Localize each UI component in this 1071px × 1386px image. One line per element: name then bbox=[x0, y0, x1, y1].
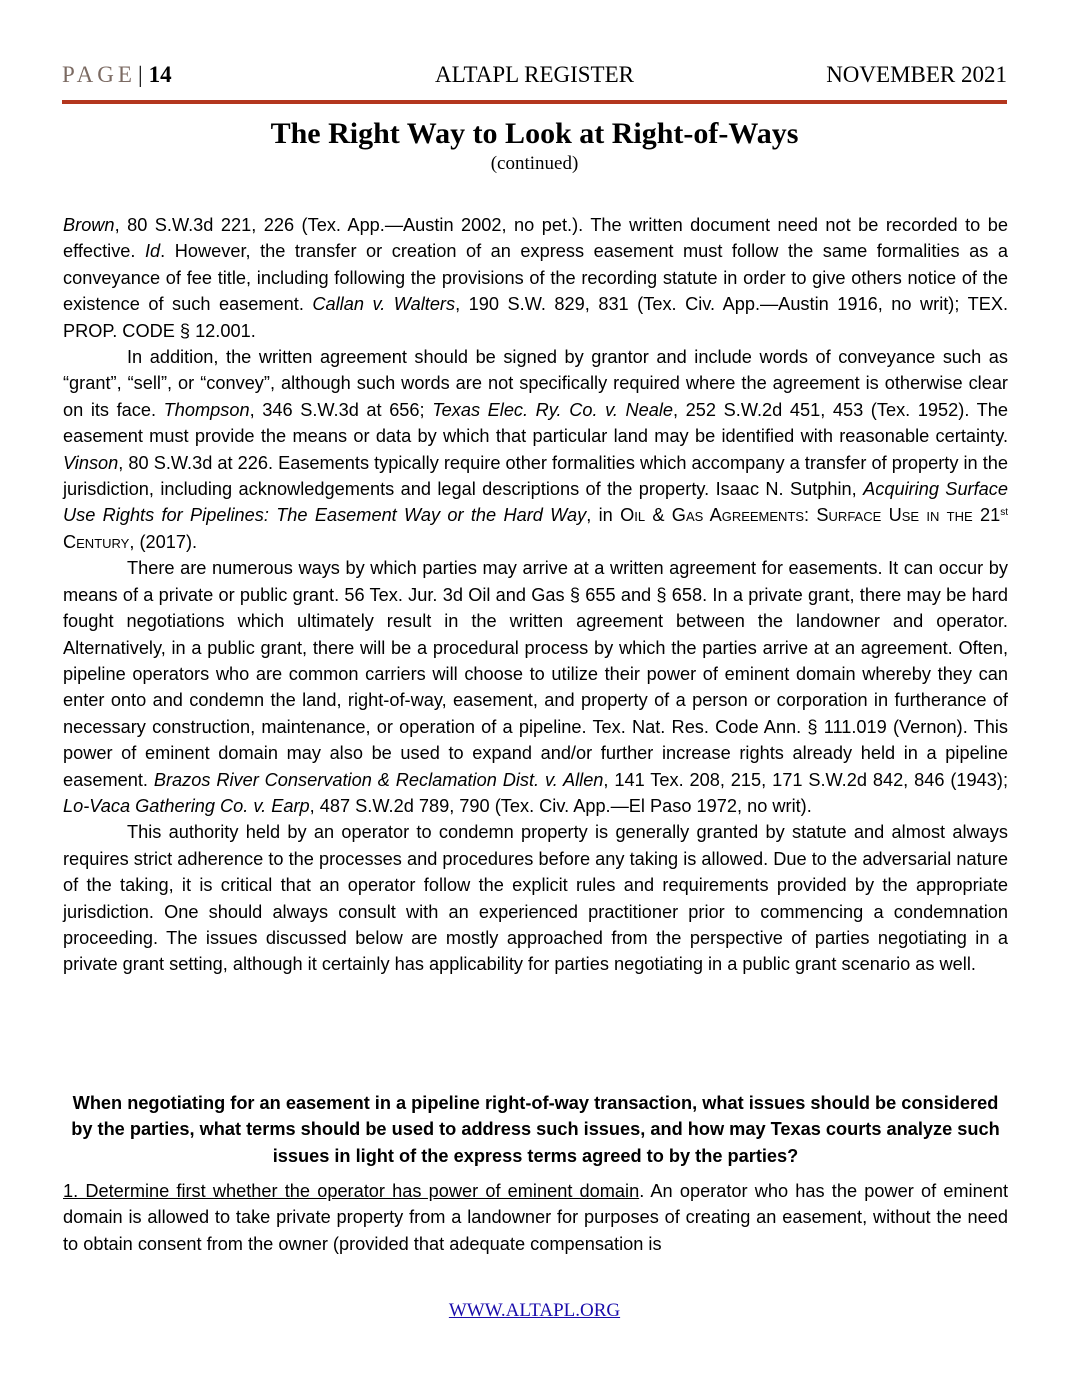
case-citation: Callan v. Walters bbox=[312, 294, 456, 315]
book-title-end: Century bbox=[63, 531, 130, 552]
article-body bbox=[63, 212, 1008, 978]
paragraph-1 bbox=[63, 212, 1008, 344]
paragraph-text: . However, the transfer or creation of an express easement must follow the same formalities as a conveyance of fee title, including following the provisions of the recording statute in order to give others notice of the existence of such easement. bbox=[63, 241, 1008, 315]
paragraph-4 bbox=[63, 819, 1008, 977]
paragraph-text: , 487 S.W.2d 789, 790 (Tex. Civ. App.—El Paso 1972, no writ). bbox=[309, 795, 812, 816]
page-footer bbox=[62, 1300, 1007, 1322]
paragraph-3 bbox=[63, 555, 1008, 819]
paragraph-text: , 80 S.W.3d 221, 226 (Tex. App.—Austin 2002, no pet.). The written document need not be recorded to be effective. bbox=[63, 215, 1008, 262]
page-separator: | bbox=[137, 62, 143, 87]
paragraph-text: , 190 S.W. 829, 831 (Tex. Civ. App.—Austin 1916, no writ); TEX. PROP. CODE § 12.001. bbox=[63, 294, 1009, 341]
paragraph-text: , in bbox=[586, 505, 621, 526]
case-citation: Brazos River Conservation & Reclamation Dist. v. Allen bbox=[153, 769, 604, 790]
paragraph-text: , (2017). bbox=[129, 531, 198, 552]
paragraph-text: , 80 S.W.3d at 226. Easements typically require other formalities which accompany a transfer of property in the jurisdiction, including acknowledgements and legal descriptions of the property. Isaac N. Sutphin, bbox=[63, 452, 1008, 500]
ordinal-suffix: st bbox=[1000, 507, 1008, 519]
website-link[interactable]: WWW.ALTAPL.ORG bbox=[448, 1300, 621, 1321]
page-header bbox=[62, 62, 1007, 96]
publication-name: ALTAPL REGISTER bbox=[435, 62, 634, 87]
case-citation: Brown bbox=[63, 215, 115, 235]
point-text: . An operator who has the power of eminent domain is allowed to take private property from a landowner for purposes of creating an easement, without the need to obtain consent from the owner (provided that adequate compensation is bbox=[63, 1181, 1008, 1254]
paragraph-text: In addition, the written agreement should be signed by grantor and include words of conveyance such as “grant”, “sell”, or “convey”, although such words are not specifically required where the agreement is otherwise clear on its face. bbox=[63, 347, 1008, 420]
paragraph-text: , 346 S.W.3d at 656; bbox=[249, 399, 433, 420]
paragraph-text: This authority held by an operator to condemn property is generally granted by statute and almost always requires strict adherence to the processes and procedures before any taking is allowed. Due to the adversarial nature of the taking, it is critical that an operator follow the explicit rules and requirements provided by the appropriate jurisdiction. One should always consult with an experienced practitioner prior to commencing a condemnation proceeding. The issues discussed below are mostly approached from the perspective of parties negotiating in a private grant setting, although it certainly has applicability for parties negotiating in a public grant scenario as well. bbox=[63, 822, 1008, 975]
book-title: Oil & Gas Agreements: Surface Use in the 21 bbox=[620, 505, 1001, 526]
issue-date: NOVEMBER 2021 bbox=[826, 62, 1007, 87]
case-citation: Texas Elec. Ry. Co. v. Neale bbox=[432, 399, 674, 420]
paragraph-text: , 252 S.W.2d 451, 453 (Tex. 1952). The easement must provide the means or data by which that particular land may be identified with reasonable certainty. bbox=[63, 399, 1008, 447]
article-title: The Right Way to Look at Right-of-Ways bbox=[270, 117, 799, 150]
paragraph-2 bbox=[63, 344, 1008, 555]
point-heading: 1. Determine first whether the operator has power of eminent domain bbox=[63, 1181, 640, 1201]
case-citation: Lo-Vaca Gathering Co. v. Earp bbox=[63, 795, 310, 816]
id-citation: Id bbox=[144, 241, 161, 262]
point-1 bbox=[63, 1178, 1008, 1257]
header-rule bbox=[62, 100, 1007, 104]
work-title: Acquiring Surface Use Rights for Pipelines: The Easement Way or the Hard Way bbox=[63, 479, 1008, 526]
case-citation: Vinson bbox=[63, 452, 119, 473]
paragraph-text: , 141 Tex. 208, 215, 171 S.W.2d 842, 846 (1943); bbox=[603, 769, 1008, 790]
section-question: When negotiating for an easement in a pipeline right-of-way transaction, what issues should be considered by the parties, what terms should be used to address such issues, and how may Texas courts analyze such issues in light of the express terms agreed to by the parties? bbox=[71, 1093, 1000, 1166]
page-label: PAGE bbox=[62, 62, 136, 87]
article-subtitle: (continued) bbox=[490, 153, 579, 174]
paragraph-text: There are numerous ways by which parties may arrive at a written agreement for easements. It can occur by means of a private or public grant. 56 Tex. Jur. 3d Oil and Gas § 655 and § 658. In a private grant, there may be hard fought negotiations which ultimately result in the written agreement between the landowner and operator. Alternatively, in a public grant, there will be a procedural process by which the parties arrive at an agreement. Often, pipeline operators who are common carriers will choose to utilize their power of eminent domain whereby they can enter onto and condemn the land, right-of-way, easement, and property of a person or corporation in furtherance of necessary construction, maintenance, or operation of a pipeline. Tex. Nat. Res. Code Ann. § 111.019 (Vernon). This power of eminent domain may also be used to expand and/or further increase rights already held in a pipeline easement. bbox=[63, 558, 1008, 790]
case-citation: Thompson bbox=[163, 399, 250, 420]
page-number: 14 bbox=[148, 62, 172, 87]
